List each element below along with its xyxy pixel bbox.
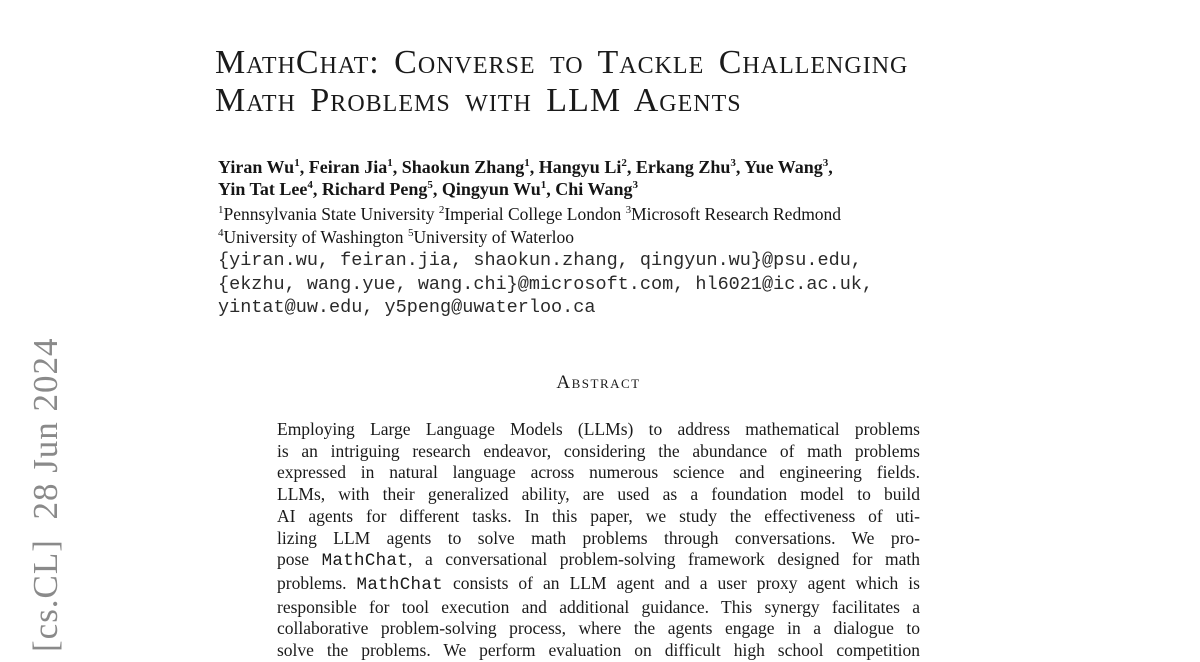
abstract-text bbox=[277, 419, 920, 662]
abstract-line: problems. MathChat consists of an LLM agent and a user proxy agent which is bbox=[277, 572, 920, 595]
paper-title-line1: MathChat: Converse to Tackle Challenging bbox=[215, 44, 909, 81]
abstract-line: LLMs, with their generalized ability, are used as a foundation model to build bbox=[277, 484, 920, 505]
author-name: Yiran Wu$^1$ bbox=[218, 157, 300, 177]
abstract-heading: Abstract bbox=[556, 372, 641, 393]
affiliation-name: $^5$University of Waterloo bbox=[407, 227, 575, 247]
paper-title bbox=[215, 44, 1075, 120]
author-name: Yue Wang$^3$ bbox=[744, 157, 829, 177]
abstract-line: solve the problems. We perform evaluation on difficult high school competition bbox=[277, 640, 920, 661]
author-name: Feiran Jia$^1$ bbox=[308, 157, 393, 177]
email-line: {yiran.wu, feiran.jia, shaokun.zhang, qingyun.wu}@psu.edu, bbox=[218, 250, 862, 271]
author-name: Chi Wang$^3$ bbox=[555, 179, 638, 199]
arxiv-watermark: [cs.CL] 28 Jun 2024 bbox=[26, 337, 65, 652]
author-name: Hangyu Li$^2$ bbox=[538, 157, 627, 177]
email-line: yintat@uw.edu, y5peng@uwaterloo.ca bbox=[218, 297, 596, 318]
affiliation-name: $^3$Microsoft Research Redmond bbox=[625, 204, 842, 224]
abstract-line: responsible for tool execution and additional guidance. This synergy facilitates a bbox=[277, 596, 920, 617]
email-line: {ekzhu, wang.yue, wang.chi}@microsoft.com, hl6021@ic.ac.uk, bbox=[218, 273, 874, 295]
abstract-line: Employing Large Language Models (LLMs) to address mathematical problems bbox=[277, 419, 920, 439]
email-list bbox=[218, 249, 958, 320]
affiliation-name: $^1$Pennsylvania State University bbox=[218, 204, 435, 224]
author-name: Qingyun Wu$^1$ bbox=[441, 179, 547, 199]
author-name: Yin Tat Lee$^4$ bbox=[218, 179, 313, 199]
affiliation-name: $^4$University of Washington bbox=[218, 227, 404, 247]
mathchat-code-text: MathChat bbox=[356, 574, 443, 595]
abstract-line: AI agents for different tasks. In this paper, we study the effectiveness of uti- bbox=[277, 505, 920, 526]
author-name: Erkang Zhu$^3$ bbox=[635, 157, 736, 177]
affiliation-name: $^2$Imperial College London bbox=[438, 204, 622, 224]
author-name: Shaokun Zhang$^1$ bbox=[401, 157, 530, 177]
abstract-line: collaborative problem-solving process, where the agents engage in a dialogue to bbox=[277, 618, 920, 639]
affiliation-list bbox=[218, 203, 958, 249]
abstract-line: lizing LLM agents to solve math problems through conversations. We pro- bbox=[277, 527, 920, 548]
mathchat-code-text: MathChat bbox=[321, 551, 409, 572]
author-name: Richard Peng$^5$ bbox=[321, 179, 433, 199]
author-list: Yiran Wu$^1$, Feiran Jia$^1$, Shaokun Zhang$^1$, Hangyu Li$^2$, Erkang Zhu$^3$, Yue Wang$^3$, Yin Tat Lee$^4$, Richard Peng$^5$, Qingyun Wu$^1$, Chi Wang$^3$ bbox=[218, 157, 833, 199]
abstract-line: expressed in natural language across numerous science and engineering fields. bbox=[277, 462, 920, 483]
author-header-block bbox=[218, 156, 958, 320]
abstract-line: is an intriguing research endeavor, considering the abundance of math problems bbox=[277, 440, 920, 461]
abstract-line: pose MathChat, a conversational problem-solving framework designed for math bbox=[277, 549, 920, 572]
paper-title-line2: Math Problems with LLM Agents bbox=[215, 82, 742, 119]
